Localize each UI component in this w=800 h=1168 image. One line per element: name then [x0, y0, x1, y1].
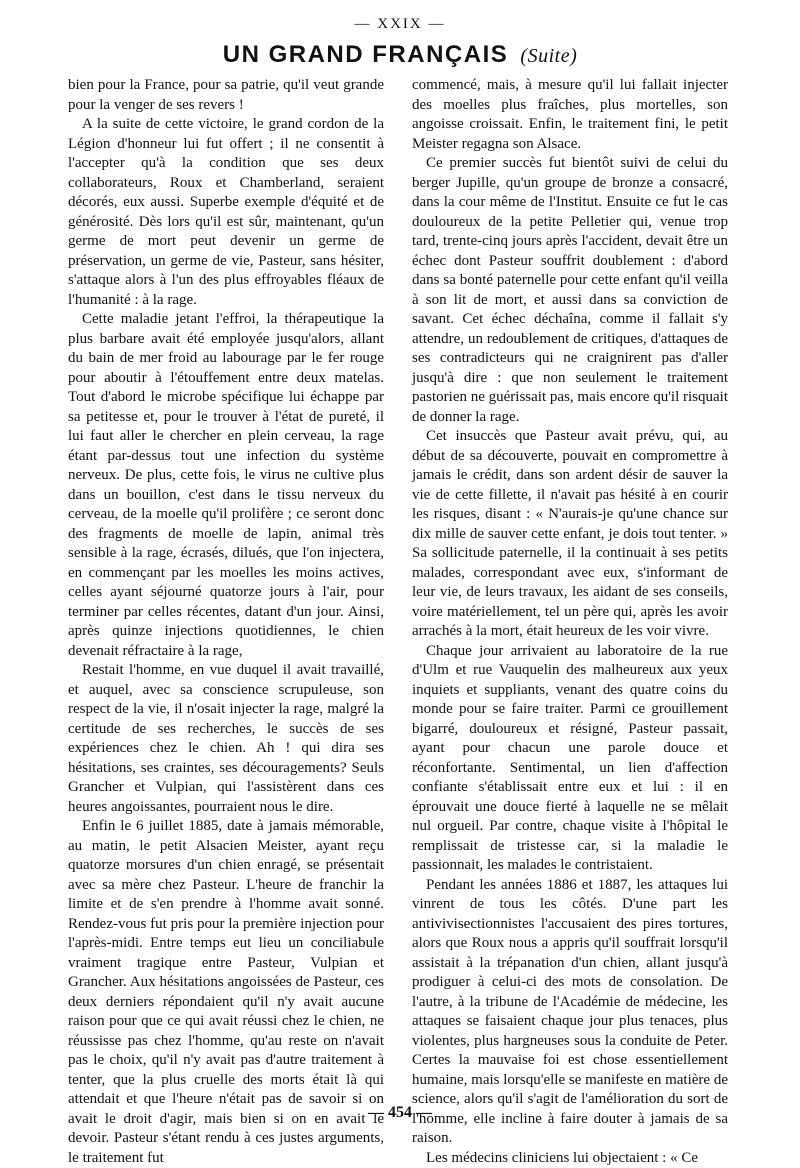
paragraph: Pendant les années 1886 et 1887, les attaques lui vinrent de tous les côtés. D'une part les antivivisectionnistes l'accusaient des pires tortures, alors que Roux nous a appris qu'il souffrait lorsqu'il assistait à la trépanation d'un chien, allant jusqu'à prodiguer à celui-ci des mots de consolation. De l'autre, à la tribune de l'Académie de médecine, les attaques se faisaient chaque jour plus tenaces, plus violentes, plus hargneuses sous la conduite de Peter. Certes la mauvaise foi est chose essentiellement humaine, mais lorsqu'elle se manifeste en matière de science, alors qu'il s'agit de l'amélioration du sort de l'homme, elle incline à faire douter à jamais de sa raison.: [412, 876, 728, 1149]
paragraph: Enfin le 6 juillet 1885, date à jamais mémorable, au matin, le petit Alsacien Meister, ayant reçu quatorze morsures d'un chien enragé, se présentait avec sa mère chez Pasteur. L'heure de franchir la limite et de s'en prendre à l'homme avait sonné. Rendez-vous fut pris pour la première injection pour l'après-midi. Entre temps eut lieu un conciliabule vraiment tragique entre Pasteur, Vulpian et Grancher. Aux hésitations angoissées de Pasteur, ces deux derniers répondaient qu'il n'y avait aucune raison pour que ce qui avait réussi chez le chien, ne réussisse pas chez l'homme, qu'au reste on n'avait pas le choix, qu'il n'y avait pas d'autre traitement à tenter, que la plus cruelle des morts était là qui attendait et que l'heure n'était pas de savoir si on avait le droit d'agir, mais bien si on en avait le devoir. Pasteur s'étant rendu à ces justes arguments, le traitement fut: [68, 817, 384, 1168]
left-column: [68, 76, 384, 1096]
paragraph: Chaque jour arrivaient au laboratoire de la rue d'Ulm et rue Vauquelin des malheureux aux yeux inquiets et suppliants, venant des quatre coins du monde pour se faire traiter. Parmi ce grouillement bigarré, douloureux et résigné, Pasteur passait, ayant pour chacun une parole douce et réconfortante. Sentimental, un lien d'affection confiante s'établissait entre eux et lui : il en éprouvait une douce fierté à laquelle ne se mêlait nul orgueil. Par contre, chaque visite à l'hôpital le remplissait de tristesse car, si la maladie le passionnait, les malades le contristaient.: [412, 642, 728, 876]
page-title: [0, 41, 800, 69]
paragraph: bien pour la France, pour sa patrie, qu'il veut grande pour la venger de ses revers !: [68, 76, 384, 115]
paragraph: Les médecins cliniciens lui objectaient : « Ce: [412, 1149, 728, 1168]
right-column: [412, 76, 728, 1096]
paragraph: Cet insuccès que Pasteur avait prévu, qui, au début de sa découverte, pouvait en compromettre à jamais le crédit, dans son ardent désir de sauver la vie de cette fillette, il n'avait pas hésité à en courir les risques, disant : « N'aurais-je qu'une chance sur dix mille de sauver cette enfant, je dois tout tenter. » Sa sollicitude paternelle, il la continuait à ses petits malades, correspondant avec eux, s'informant de leur vie, de leurs travaux, les aidant de ses conseils, voire matériellement, tel un père qui, après les avoir arrachés à la mort, était heureux de les voir vivre.: [412, 427, 728, 642]
paragraph: Restait l'homme, en vue duquel il avait travaillé, et auquel, avec sa conscience scrupuleuse, son respect de la vie, il n'osait injecter la rage, malgré la certitude de ses recherches, le succès de ses expériences chez le chien. Ah ! qui dira ses hésitations, ses craintes, ses découragements? Seuls Grancher et Vulpian, qui l'assistèrent dans ces heures angoissantes, pourraient nous le dire.: [68, 661, 384, 817]
page-number: — 454 —: [0, 1104, 800, 1122]
paragraph: commencé, mais, à mesure qu'il lui fallait injecter des moelles plus fraîches, plus mortelles, son angoisse croissait. Enfin, le traitement fini, le petit Meister regagna son Alsace.: [412, 76, 728, 154]
roman-page-number: — XXIX —: [0, 16, 800, 33]
paragraph: Cette maladie jetant l'effroi, la thérapeutique la plus barbare avait été employée jusqu'alors, allant du bain de mer froid au labourage par le fer rouge pour aboutir à l'étouffement entre deux matelas. Tout d'abord le microbe spécifique lui échappe par sa petitesse et, pour le trouver à l'état de pureté, il lui faut aller le chercher en plein cerveau, la rage étant par-dessus tout une infection du système nerveux. De plus, cette fois, le virus ne cultive plus dans un bouillon, c'est dans le tissu nerveux du cerveau, de la moelle qu'il prolifère ; ce seront donc des fragments de moelle de lapin, animal très sensible à la rage, écrasés, dilués, que l'on injectera, en commençant par les moelles les moins actives, celles ayant séjourné quatorze jours à l'air, pour terminer par celles récentes, datant d'un jour. Ainsi, après quinze injections quotidiennes, le chien devenait réfractaire à la rage,: [68, 310, 384, 661]
title-suffix: (Suite): [520, 45, 577, 67]
paragraph: Ce premier succès fut bientôt suivi de celui du berger Jupille, qu'un groupe de bronze a consacré, dans la cour même de l'Institut. Ensuite ce fut le cas douloureux de la petite Pelletier qui, venue trop tard, trente-cinq jours après l'accident, devait être un échec dont Pasteur souffrit doublement : d'abord dans sa bonté paternelle pour cette enfant qu'il veilla à son lit de mort, et aussi dans sa conviction de savant. Cet échec déchaîna, comme il fallait s'y attendre, un redoublement de critiques, d'attaques de ses contradicteurs qui ne craignirent pas d'aller jusqu'à dire : que non seulement le traitement pastorien ne guérissait pas, mais encore qu'il risquait de donner la rage.: [412, 154, 728, 427]
paragraph: A la suite de cette victoire, le grand cordon de la Légion d'honneur lui fut offert ; il ne consentit à l'accepter qu'à la condition que ses deux collaborateurs, Roux et Chamberland, seraient décorés, eux aussi. Superbe exemple d'équité et de générosité. Dès lors qu'il est sûr, maintenant, qu'un germe de mort peut devenir un germe de préservation, un germe de vie, Pasteur, sans hésiter, s'attaque alors à l'un des plus effroyables fléaux de l'humanité : à la rage.: [68, 115, 384, 310]
title-main: UN GRAND FRANÇAIS: [223, 41, 509, 68]
